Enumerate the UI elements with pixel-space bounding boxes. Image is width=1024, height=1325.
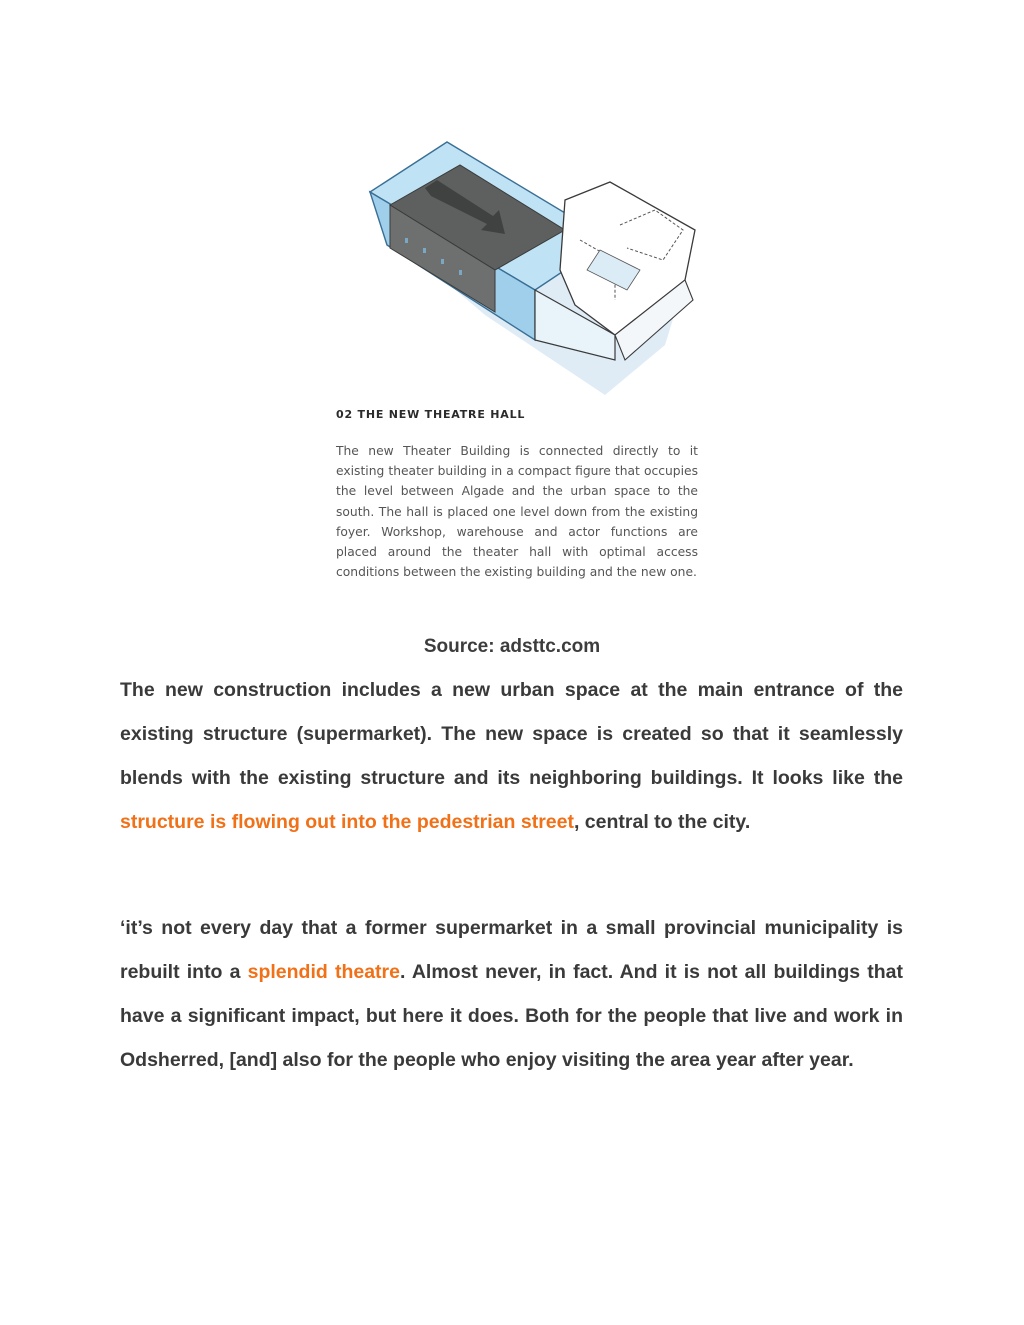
paragraph-2-link[interactable]: splendid theatre <box>247 961 400 983</box>
paragraph-2-text-end: . Almost never, in fact. And it is not all buildings that have a significant impact, but here it does. Both for the people that live and work in Odsherred, [and] also for the people who enjoy visiting the area year after year. <box>120 961 903 1071</box>
paragraph-1-text-end: , central to the city. <box>573 811 751 833</box>
paragraph-1-link[interactable]: structure is flowing out into the pedestrian street <box>120 811 574 833</box>
paragraph-1-text-start: The new construction includes a new urban space at the main entrance of the existing structure (supermarket). The new space is created so that it seamlessly blends with the existing structure and its neighboring buildings. It looks like the <box>120 679 903 789</box>
building-axonometric-diagram <box>365 130 705 400</box>
figure-caption: The new Theater Building is connected directly to it existing theater building in a compact figure that occupies the level between Algade and the urban space to the south. The hall is placed one level down from the existing foyer. Workshop, warehouse and actor functions are placed around the theater hall with optimal access conditions between the existing building and the new one. <box>336 444 698 580</box>
paragraph-1 <box>120 668 903 844</box>
image-source-credit: Source: adsttc.com <box>423 636 601 657</box>
paragraph-2-quote <box>120 906 903 1082</box>
paragraph-2-text-start: ‘it’s not every day that a former supermarket in a small provincial municipality is rebuilt into a <box>120 917 903 983</box>
theatre-diagram-figure <box>330 125 710 610</box>
figure-heading: 02 THE NEW THEATRE HALL <box>336 408 526 421</box>
